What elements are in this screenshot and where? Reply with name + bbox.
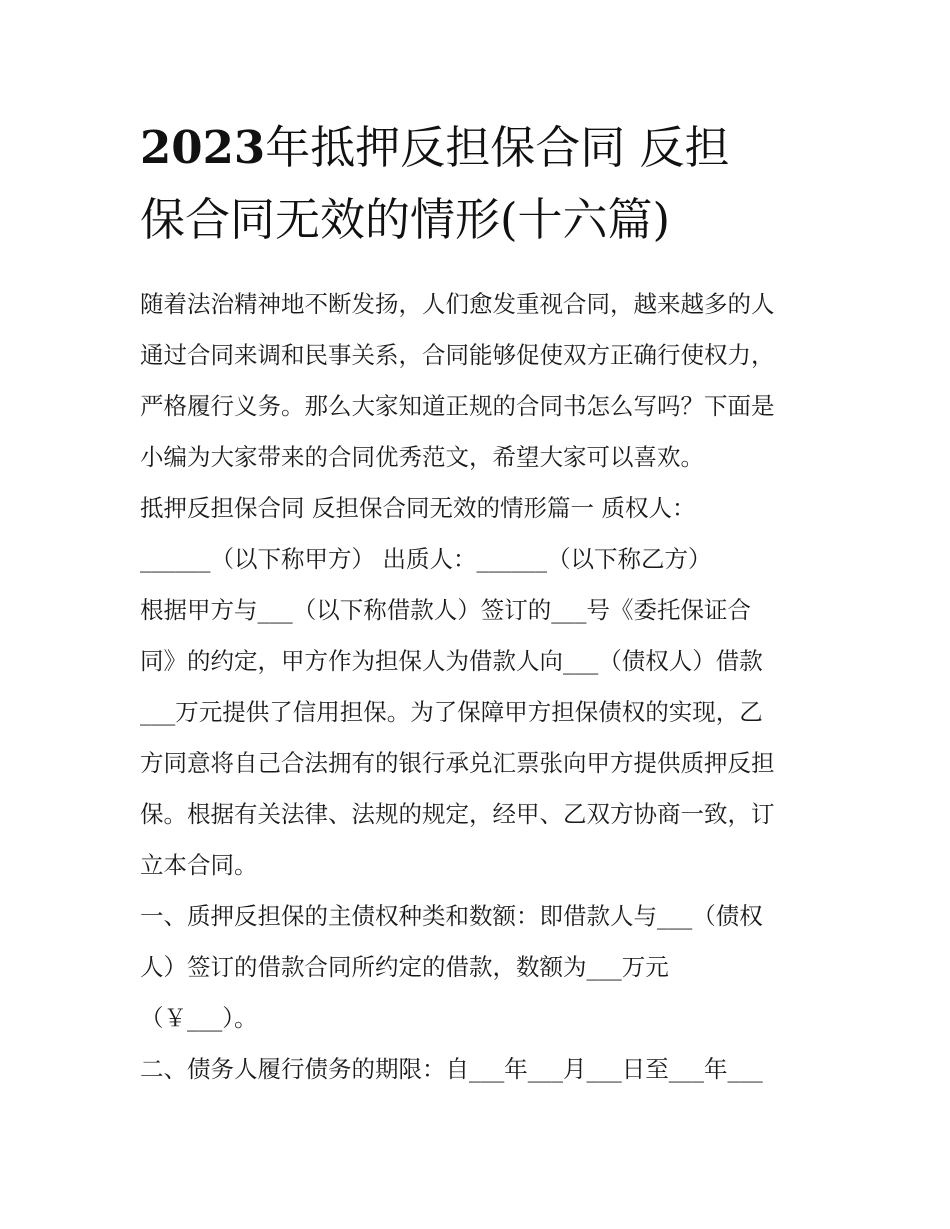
body-line: ___万元提供了信用担保。为了保障甲方担保债权的实现，乙	[140, 698, 763, 726]
body-line: ______（以下称甲方） 出质人：______（以下称乙方）	[140, 545, 712, 573]
body-line: 严格履行义务。那么大家知道正规的合同书怎么写吗？下面是	[140, 392, 775, 420]
body-line: 保。根据有关法律、法规的规定，经甲、乙双方协商一致，订	[140, 800, 775, 828]
clause-line: 人）签订的借款合同所约定的借款，数额为___万元	[140, 953, 669, 981]
document-body	[140, 279, 830, 1095]
body-line: 根据甲方与___（以下称借款人）签订的___号《委托保证合	[140, 596, 751, 624]
body-line: 随着法治精神地不断发扬，人们愈发重视合同，越来越多的人	[140, 290, 775, 318]
body-line: 同》的约定，甲方作为担保人为借款人向___（债权人）借款	[140, 647, 763, 675]
title-line-1-text: 年抵押反担保合同 反担	[265, 121, 730, 174]
section-heading: 抵押反担保合同 反担保合同无效的情形篇一 质权人：	[140, 494, 696, 522]
body-line: 小编为大家带来的合同优秀范文，希望大家可以喜欢。	[140, 443, 704, 471]
page-title	[140, 112, 840, 256]
clause-line: 一、质押反担保的主债权种类和数额：即借款人与___（债权	[140, 902, 763, 930]
title-line-1	[140, 112, 840, 184]
title-line-2: 保合同无效的情形(十六篇)	[140, 193, 671, 246]
body-line: 通过合同来调和民事关系，合同能够促使双方正确行使权力，	[140, 341, 775, 369]
clause-line: 二、债务人履行债务的期限：自___年___月___日至___年___	[140, 1055, 763, 1083]
title-year: 2023	[140, 121, 266, 174]
body-line: 立本合同。	[140, 851, 258, 879]
body-line: 方同意将自己合法拥有的银行承兑汇票张向甲方提供质押反担	[140, 749, 775, 777]
clause-line: （￥___）。	[140, 1004, 258, 1032]
